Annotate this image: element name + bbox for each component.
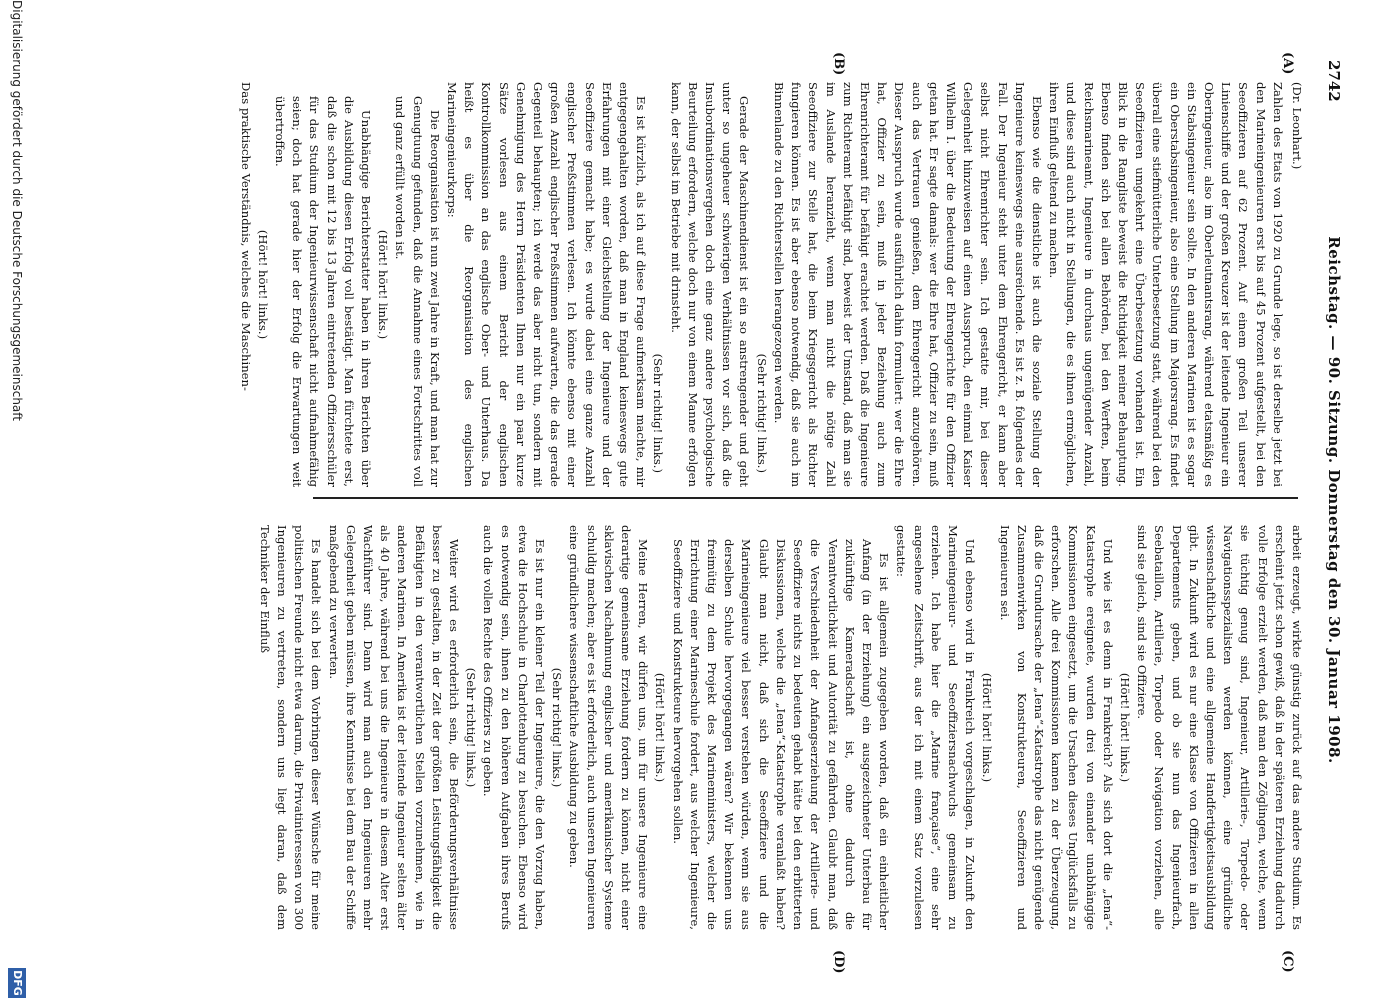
right-column: [257, 525, 1305, 930]
paragraph: Ebenso wie die dienstliche ist auch die soziale Stellung der Ingenieure keineswegs eine ausreichende. Es ist z. B. folgendes der Fall. Der Ingenieur steht unter dem Ehrengericht, er kann aber selbst nicht Ehrenrichter sein. Ich gestatte mir, bei dieser Gelegenheit hinzuweisen auf einen Ausspruch, den einmal Kaiser Wilhelm I. über die Bedeutung der Ehrengerichte für den Offizier getan hat. Er sagte damals: wer die Ehre hat, Offizier zu sein, muß auch das Vertrauen genießen, dem Ehrengericht anzugehören. Dieser Ausspruch wurde ausführlich dahin formuliert: wer die Ehre hat, Offizier zu sein, muß in jeder Beziehung auch zum Ehrenrichteramt für befähigt erachtet werden. Daß die Ingenieure zum Richteramt befähigt sind, beweist der Umstand, daß man sie im Auslande heranzieht, wenn man nicht die nötige Zahl Seeoffiziere zur Stelle hat, die beim Kriegsgericht als Richter fungieren können. Es ist aber ebenso notwendig, daß sie auch im Binnenlande zu den Richterstellen herangezogen werden.: [771, 82, 1044, 487]
dfg-logo: [8, 968, 26, 998]
paragraph: Und ebenso wird in Frankreich vorgeschlagen, in Zukunft den Marineingenieur- und Seeoffiziersnachwuchs gemeinsam zu erziehen. Ich habe hier die „Marine française“, eine sehr angesehene Zeitschrift, aus der ich mit einem Satz vorzulesen gestatte:: [894, 525, 978, 930]
page-number: 2742: [1325, 60, 1343, 102]
paragraph: Weiter wird es erforderlich sein, die Beförderungsverhältnisse besser zu gestalten, in der Zeit der größten Leistungsfähigkeit die Befähigten in den verantwortlichen Stellen vorzunehmen, wie in anderen Marinen. In Amerika ist der leitende Ingenieur selten älter als 40 Jahre, während bei uns die Ingenieure in diesem Alter erst Wachführer sind. Dann wird man auch den Ingenieuren mehr Gelegenheit geben müssen, ihre Kenntnisse bei dem Bau der Schiffe maßgebend zu verwerten.: [326, 525, 462, 930]
margin-marker-d: (D): [831, 950, 846, 974]
quote-paragraph: Die Reorganisation ist nun zwei Jahre in Kraft, und man hat zur Genugtuung gefunden, daß die Annahme eines Fortschrittes voll und ganz erfüllt worden ist.: [393, 96, 442, 487]
paragraph: Das praktische Verständnis, welches die Maschinen-: [238, 82, 253, 391]
quote-paragraph: Es ist allgemein zugegeben worden, daß ein einheitlicher Anfang (in der Erziehung) ein ausgezeichneter Unterbau für zukünftige Kameradschaft ist, ohne dadurch die Verantwortlichkeit und Autorität zu gefährden. Glaubt man, daß die Verschiedenheit der Anfangserziehung der Artillerie- und Seeoffiziere nichts zu bedeuten gehabt hätte bei den erbitterten Diskussionen, welche die „Iena“-Katastrophe veranlaßt haben? Glaubt man nicht, daß sich die Seeoffiziere und die Marineingenieure viel besser verstehen würden, wenn sie aus derselben Schule hervorgegangen wären? Wir bekennen uns freimütig zu dem Projekt des Marineministers, welcher die Errichtung einer Marineschule fordert, aus welcher Ingenieure, Seeoffiziere und Konstrukteure hervorgehen sollen.: [670, 539, 892, 930]
interjection: (Hört! hört! links.): [1117, 672, 1132, 783]
paragraph: Zahlen des Etats von 1920 zu Grunde lege, so ist derselbe jetzt bei den Marineingenieuren erst bis auf 45 Prozent aufgestellt, bei den Seeoffizieren auf 62 Prozent. Auf einem großen Teil unserer Linienschiffe und der großen Kreuzer ist der leitende Ingenieur ein Oberingenieur, also im Oberleutnantsrang, während etatsmäßig es ein Stabsingenieur sein sollte. In den anderen Marinen ist es sogar ein Oberstabsingenieur, also eine Stellung im Majorsrang. Es findet überall eine stiefmütterliche Unterbesetzung statt, während bei den Seeoffizieren umgekehrt eine Überbesetzung vorhanden ist. Ein Blick in die Rangliste beweist die Richtigkeit meiner Behauptung. Ebenso finden sich bei allen Behörden, bei den Werften, beim Reichsmarineamt, Ingenieure in durchaus ungenügender Anzahl, und diese sind auch nicht in Stellungen, die es ihnen ermöglichen, ihren Einfluß geltend zu machen.: [1047, 82, 1285, 487]
speaker-label: (Dr. Leonhart.): [1290, 82, 1304, 170]
paragraph: Es ist nur ein kleiner Teil der Ingenieure, die den Vorzug haben, etwa die Hochschule in Charlottenburg zu besuchen. Ebenso wird es notwendig sein, ihnen zu den höheren Aufgaben ihres Berufs auch die vollen Rechte des Offiziers zu geben.: [481, 525, 548, 930]
paragraph: Es handelt sich bei dem Vorbringen dieser Wünsche für meine politischen Freunde nicht etwa darum, die Privatinteressen von 300 Ingenieuren zu vertreten, sondern uns liegt daran, daß dem Techniker der Einfluß: [257, 525, 324, 930]
left-column: [238, 82, 1305, 487]
page-footer: [4, 0, 28, 1000]
margin-marker-c: (C): [1280, 950, 1295, 973]
interjection: (Hört! hört! links.): [255, 229, 270, 340]
interjection: (Sehr richtig! links.): [754, 353, 769, 473]
interjection: (Sehr richtig! links.): [550, 667, 565, 788]
paragraph: Und wie ist es denn in Frankreich? Als sich dort die „Iena“-Katastrophe ereignete, wurden drei von einander unabhängige Kommissionen eingesetzt, um die Ursachen dieses Unglücksfalls zu erforschen. Alle drei Kommissionen kamen zu der Überzeugung, daß die Grundursache der „Iena“-Katastrophe das nicht genügende Zusammenwirken von Konstrukteuren, Seeoffizieren und Ingenieuren sei.: [997, 525, 1115, 930]
interjection: (Hört! hört! links.): [653, 672, 668, 783]
paragraph: Gerade der Maschinendienst ist ein so anstrengender und geht unter so ungeheuer schwierigen Verhältnissen vor sich, daß die Insubordinationsvergehen doch eine ganz andere psychologische Beurteilung erfordern, welche doch nur von einem Manne erfolgen kann, der selbst im Betriebe mit drinsteht.: [668, 82, 752, 487]
paragraph: Es ist kürzlich, als ich auf diese Frage aufmerksam machte, mir entgegengehalten worden, daß man in England keineswegs gute Erfahrungen mit einer Gleichstellung der Ingenieure und der Seeoffiziere gemacht habe; es wurde dabei eine ganze Anzahl englischer Preßstimmen verlesen. Ich könnte ebenso mit einer großen Anzahl englischer Preßstimmen aufwarten, die das gerade Gegenteil behaupten; ich werde das aber nicht tun, sondern mit Genehmigung des Herrn Präsidenten Ihnen nur ein paar kurze Sätze vorlesen aus einem Bericht der englischen Kontrollkommission an das englische Ober- und Unterhaus. Da heißt es über die Reorganisation des englischen Marineingenieurkorps:: [445, 82, 649, 487]
interjection: (Sehr richtig! links.): [464, 667, 479, 788]
margin-marker-a: (A): [1280, 52, 1295, 75]
page-header: [1319, 60, 1345, 940]
margin-marker-b: (B): [831, 52, 846, 76]
interjection: (Hört! hört! links.): [980, 672, 995, 783]
paragraph: Meine Herren, wir dürfen uns, um für unsere Ingenieure eine derartige gemeinsame Erziehung fordern zu können, nicht einer sklavischen Nachahmung englischer und amerikanischer Systeme schuldig machen; aber es ist erforderlich, auch unseren Ingenieuren eine gründlichere wissenschaftliche Ausbildung zu geben.: [567, 525, 651, 930]
quote-paragraph: Unabhängige Berichterstatter haben in ihren Berichten über die Ausbildung diesen Erfolg voll bestätigt. Man fürchtete erst, daß die schon mit 12 bis 13 Jahren eintretenden Offiziersschüler für das Studium der Ingenieurwissenschaft nicht aufnahmefähig seien; doch hat gerade hier der Erfolg die Erwartungen weit übertroffen.: [273, 96, 374, 487]
header-title: Reichstag. — 90. Sitzung. Donnerstag den 30. Januar 1908.: [1325, 236, 1343, 764]
interjection: (Hört! hört! links.): [376, 229, 391, 340]
column-divider: [313, 497, 1298, 499]
paragraph: arbeit erzeugt, wirkte günstig zurück auf das andere Studium. Es erscheint jetzt schon gewiß, daß in der späteren Erziehung dadurch volle Erfolge erzielt werden, daß man den Zöglingen, welche, wenn sie tüchtig genug sind, Ingenieur, Artillerie-, Torpedo- oder Navigationsspezialisten werden können, eine gründliche wissenschaftliche und eine allgemeine Handfertigkeitsausbildung gibt. In Zukunft wird es nur eine Klasse von Offizieren in allen Departements geben, und ob sie nun das Ingenieurfach, Seebataillon, Artillerie, Torpedo oder Navigation vorziehen, alle sind sie gleich, sind sie Offiziere.: [1135, 525, 1304, 930]
interjection: (Sehr richtig! links.): [651, 353, 666, 473]
logo-text: DFG: [11, 970, 24, 996]
digitization-credit: Digitalisierung gefördert durch die Deutsche Forschungsgemeinschaft: [10, 0, 24, 422]
